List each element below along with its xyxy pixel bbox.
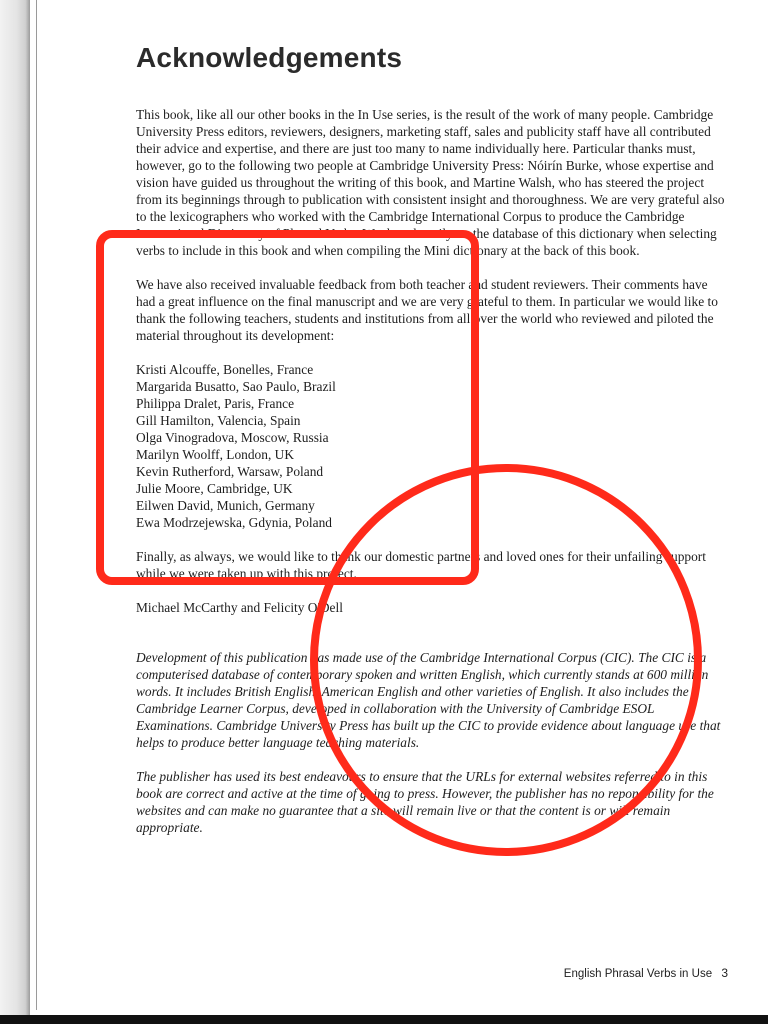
publisher-disclaimer: The publisher has used its best endeavours to ensure that the URLs for external websites referred to in this book are correct and active at the time of going to press. However, the publisher has no reponsibility for the websites and can make no guarantee that a site will remain live or that the content is or will remain appropriate. bbox=[136, 769, 714, 835]
closing-paragraph: Finally, as always, we would like to thank our domestic partners and loved ones for their unfailing support while we were taken up with this project. bbox=[136, 549, 706, 581]
reviewers-intro-paragraph: We have also received invaluable feedback from both teacher and student reviewers. Their comments have had a great influence on the final manuscript and we are very grateful to them. In particular we would like to thank the following teachers, students and institutions from all over the world who reviewed and piloted the material throughout its development: bbox=[136, 277, 718, 343]
reviewer-name: Gill Hamilton, Valencia, Spain bbox=[136, 413, 301, 428]
reviewer-name: Kristi Alcouffe, Bonelles, France bbox=[136, 362, 314, 377]
page-binding-shadow bbox=[0, 0, 30, 1024]
page-title: Acknowledgements bbox=[136, 42, 403, 73]
authors-signature: Michael McCarthy and Felicity O'Dell bbox=[136, 600, 343, 615]
page-number: 3 bbox=[721, 966, 728, 980]
intro-paragraph: This book, like all our other books in the In Use series, is the result of the work of many people. Cambridge University Press editors, reviewers, designers, marketing staff, sales and publicity staff have all contributed their advice and expertise, and there are just too many to name individually here. Particular thanks must, however, go to the following two people at Cambridge University Press: Nóirín Burke, whose expertise and vision have guided us throughout the writing of this book, and Martine Walsh, who has steered the project from its beginnings through to publication with consistent insight and thoroughness. We are very grateful also to the lexicographers who worked with the Cambridge International Corpus to produce the Cambridge International Dictionary of Phrasal Verbs. We drew heavily on the database of this dictionary when selecting verbs to include in this book and when compiling the Mini dictionary at the back of this book. bbox=[136, 107, 725, 258]
page-footer bbox=[564, 966, 728, 980]
reviewer-name: Julie Moore, Cambridge, UK bbox=[136, 481, 293, 496]
bottom-edge-bar bbox=[0, 1015, 768, 1024]
reviewer-name: Philippa Dralet, Paris, France bbox=[136, 396, 295, 411]
reviewer-name: Eilwen David, Munich, Germany bbox=[136, 498, 315, 513]
reviewer-name: Margarida Busatto, Sao Paulo, Brazil bbox=[136, 379, 336, 394]
reviewer-name: Ewa Modrzejewska, Gdynia, Poland bbox=[136, 515, 332, 530]
reviewer-name: Olga Vinogradova, Moscow, Russia bbox=[136, 430, 329, 445]
footer-book-title: English Phrasal Verbs in Use bbox=[563, 968, 713, 980]
acknowledgements-body bbox=[136, 106, 730, 853]
reviewer-name: Marilyn Woolff, London, UK bbox=[136, 447, 294, 462]
corpus-note: Development of this publication has made use of the Cambridge International Corpus (CIC). The CIC is a computerised database of contemporary spoken and written English, which currently stands at 600 million words. It includes British English, American English and other varieties of English. It also includes the Cambridge Learner Corpus, developed in collaboration with the University of Cambridge ESOL Examinations. Cambridge University Press has built up the CIC to provide evidence about language use that helps to produce better language teaching materials. bbox=[136, 650, 721, 750]
reviewer-list bbox=[136, 361, 730, 531]
reviewer-name: Kevin Rutherford, Warsaw, Poland bbox=[136, 464, 324, 479]
page-edge-line bbox=[36, 0, 37, 1010]
